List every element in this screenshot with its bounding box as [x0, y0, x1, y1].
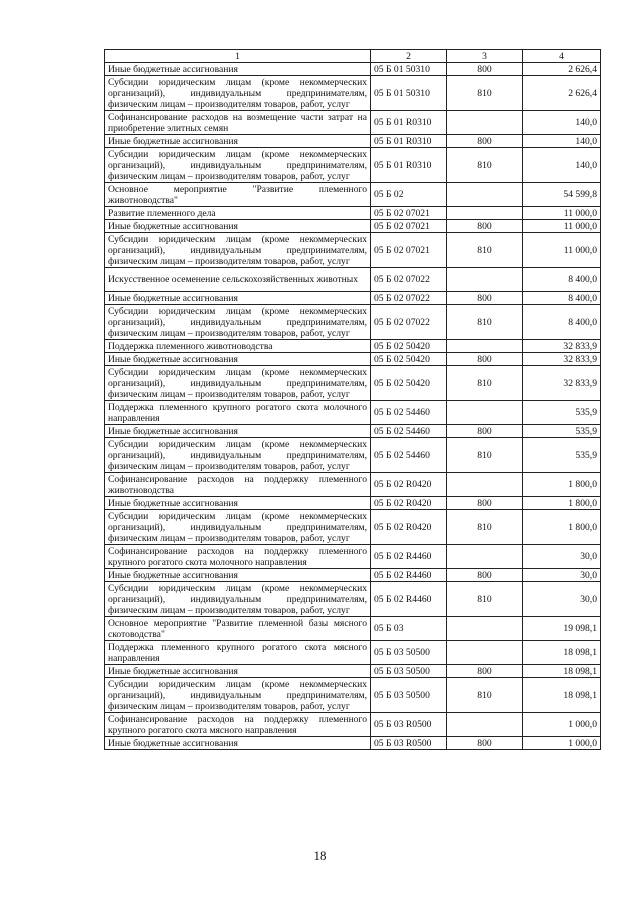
- row-sum-cell: 535,9: [523, 438, 601, 473]
- row-sum-cell: 535,9: [523, 401, 601, 425]
- row-name-cell: Субсидии юридическим лицам (кроме некоммерческих организаций), индивидуальным предпринимателям, физическим лицам – производителям товаров, работ, услуг: [105, 233, 371, 268]
- row-code-cell: 05 Б 02 R0420: [371, 473, 447, 497]
- table-row: [105, 305, 601, 340]
- budget-table-body: [105, 50, 601, 750]
- row-code-cell: 05 Б 02 07022: [371, 292, 447, 305]
- table-row: [105, 268, 601, 292]
- row-expense-type-cell: [447, 401, 523, 425]
- row-name-cell: Основное мероприятие "Развитие племенного животноводства": [105, 183, 371, 207]
- row-name-cell: Софинансирование расходов на возмещение части затрат на приобретение элитных семян: [105, 111, 371, 135]
- row-code-cell: 05 Б 02 R0420: [371, 497, 447, 510]
- row-expense-type-cell: 800: [447, 497, 523, 510]
- row-sum-cell: 18 098,1: [523, 665, 601, 678]
- row-expense-type-cell: [447, 713, 523, 737]
- row-sum-cell: 140,0: [523, 111, 601, 135]
- row-expense-type-cell: 800: [447, 425, 523, 438]
- row-sum-cell: 1 800,0: [523, 510, 601, 545]
- table-row: [105, 617, 601, 641]
- row-expense-type-cell: [447, 617, 523, 641]
- row-expense-type-cell: 800: [447, 292, 523, 305]
- row-expense-type-cell: [447, 340, 523, 353]
- row-name-cell: Субсидии юридическим лицам (кроме некоммерческих организаций), индивидуальным предпринимателям, физическим лицам – производителям товаров, работ, услуг: [105, 148, 371, 183]
- table-row: [105, 207, 601, 220]
- row-sum-cell: 30,0: [523, 545, 601, 569]
- row-expense-type-cell: 810: [447, 582, 523, 617]
- header-col-3: 3: [447, 50, 523, 63]
- row-sum-cell: 32 833,9: [523, 340, 601, 353]
- table-row: [105, 545, 601, 569]
- row-code-cell: 05 Б 02 54460: [371, 438, 447, 473]
- page-number: 18: [313, 848, 327, 863]
- row-expense-type-cell: 800: [447, 737, 523, 750]
- row-expense-type-cell: [447, 268, 523, 292]
- table-header-row: [105, 50, 601, 63]
- row-code-cell: 05 Б 02 R4460: [371, 582, 447, 617]
- row-sum-cell: 2 626,4: [523, 63, 601, 76]
- row-sum-cell: 18 098,1: [523, 641, 601, 665]
- row-sum-cell: 8 400,0: [523, 292, 601, 305]
- row-expense-type-cell: 810: [447, 305, 523, 340]
- row-name-cell: Искусственное осеменение сельскохозяйственных животных: [105, 268, 371, 292]
- row-code-cell: 05 Б 02 07021: [371, 207, 447, 220]
- table-row: [105, 737, 601, 750]
- row-code-cell: 05 Б 03 50500: [371, 641, 447, 665]
- row-code-cell: 05 Б 01 R0310: [371, 135, 447, 148]
- table-row: [105, 665, 601, 678]
- table-row: [105, 366, 601, 401]
- row-code-cell: 05 Б 02 R4460: [371, 569, 447, 582]
- row-expense-type-cell: 810: [447, 76, 523, 111]
- table-row: [105, 135, 601, 148]
- table-row: [105, 76, 601, 111]
- row-sum-cell: 30,0: [523, 582, 601, 617]
- table-row: [105, 497, 601, 510]
- table-row: [105, 713, 601, 737]
- row-code-cell: 05 Б 02 07021: [371, 233, 447, 268]
- row-name-cell: Поддержка племенного животноводства: [105, 340, 371, 353]
- header-col-2: 2: [371, 50, 447, 63]
- row-name-cell: Развитие племенного дела: [105, 207, 371, 220]
- row-name-cell: Иные бюджетные ассигнования: [105, 737, 371, 750]
- row-code-cell: 05 Б 02 R4460: [371, 545, 447, 569]
- row-sum-cell: 535,9: [523, 425, 601, 438]
- row-code-cell: 05 Б 03 R0500: [371, 713, 447, 737]
- row-expense-type-cell: [447, 207, 523, 220]
- row-expense-type-cell: 810: [447, 148, 523, 183]
- table-row: [105, 401, 601, 425]
- row-expense-type-cell: [447, 641, 523, 665]
- row-code-cell: 05 Б 02 R0420: [371, 510, 447, 545]
- row-code-cell: 05 Б 03 R0500: [371, 737, 447, 750]
- row-name-cell: Субсидии юридическим лицам (кроме некоммерческих организаций), индивидуальным предпринимателям, физическим лицам – производителям товаров, работ, услуг: [105, 76, 371, 111]
- table-row: [105, 220, 601, 233]
- row-expense-type-cell: 800: [447, 63, 523, 76]
- row-expense-type-cell: 810: [447, 678, 523, 713]
- row-code-cell: 05 Б 02 50420: [371, 340, 447, 353]
- row-name-cell: Иные бюджетные ассигнования: [105, 569, 371, 582]
- row-expense-type-cell: 800: [447, 220, 523, 233]
- row-name-cell: Иные бюджетные ассигнования: [105, 135, 371, 148]
- table-row: [105, 510, 601, 545]
- row-sum-cell: 8 400,0: [523, 268, 601, 292]
- row-code-cell: 05 Б 02 07022: [371, 268, 447, 292]
- row-name-cell: Софинансирование расходов на поддержку племенного крупного рогатого скота мясного направления: [105, 713, 371, 737]
- row-code-cell: 05 Б 03 50500: [371, 678, 447, 713]
- row-sum-cell: 11 000,0: [523, 207, 601, 220]
- table-row: [105, 111, 601, 135]
- row-name-cell: Основное мероприятие "Развитие племенной базы мясного скотоводства": [105, 617, 371, 641]
- row-code-cell: 05 Б 01 R0310: [371, 148, 447, 183]
- row-expense-type-cell: 810: [447, 510, 523, 545]
- row-sum-cell: 11 000,0: [523, 220, 601, 233]
- table-row: [105, 340, 601, 353]
- row-expense-type-cell: 810: [447, 366, 523, 401]
- table-row: [105, 569, 601, 582]
- row-name-cell: Иные бюджетные ассигнования: [105, 220, 371, 233]
- table-row: [105, 678, 601, 713]
- row-sum-cell: 18 098,1: [523, 678, 601, 713]
- row-sum-cell: 2 626,4: [523, 76, 601, 111]
- row-expense-type-cell: 810: [447, 233, 523, 268]
- table-row: [105, 233, 601, 268]
- row-code-cell: 05 Б 02 54460: [371, 401, 447, 425]
- row-name-cell: Иные бюджетные ассигнования: [105, 665, 371, 678]
- row-name-cell: Иные бюджетные ассигнования: [105, 497, 371, 510]
- row-name-cell: Субсидии юридическим лицам (кроме некоммерческих организаций), индивидуальным предпринимателям, физическим лицам – производителям товаров, работ, услуг: [105, 366, 371, 401]
- row-sum-cell: 8 400,0: [523, 305, 601, 340]
- header-col-4: 4: [523, 50, 601, 63]
- row-code-cell: 05 Б 03 50500: [371, 665, 447, 678]
- table-row: [105, 63, 601, 76]
- row-expense-type-cell: 800: [447, 135, 523, 148]
- row-expense-type-cell: 800: [447, 665, 523, 678]
- row-code-cell: 05 Б 01 R0310: [371, 111, 447, 135]
- row-code-cell: 05 Б 02 54460: [371, 425, 447, 438]
- row-name-cell: Поддержка племенного крупного рогатого скота мясного направления: [105, 641, 371, 665]
- row-name-cell: Софинансирование расходов на поддержку племенного животноводства: [105, 473, 371, 497]
- table-row: [105, 582, 601, 617]
- table-row: [105, 425, 601, 438]
- table-row: [105, 183, 601, 207]
- row-sum-cell: 140,0: [523, 135, 601, 148]
- table-row: [105, 641, 601, 665]
- row-name-cell: Субсидии юридическим лицам (кроме некоммерческих организаций), индивидуальным предпринимателям, физическим лицам – производителям товаров, работ, услуг: [105, 582, 371, 617]
- row-name-cell: Субсидии юридическим лицам (кроме некоммерческих организаций), индивидуальным предпринимателям, физическим лицам – производителям товаров, работ, услуг: [105, 438, 371, 473]
- row-expense-type-cell: 800: [447, 353, 523, 366]
- row-expense-type-cell: 810: [447, 438, 523, 473]
- table-row: [105, 438, 601, 473]
- row-code-cell: 05 Б 02: [371, 183, 447, 207]
- table-row: [105, 353, 601, 366]
- row-name-cell: Субсидии юридическим лицам (кроме некоммерческих организаций), индивидуальным предпринимателям, физическим лицам – производителям товаров, работ, услуг: [105, 510, 371, 545]
- row-name-cell: Иные бюджетные ассигнования: [105, 292, 371, 305]
- row-name-cell: Софинансирование расходов на поддержку племенного крупного рогатого скота молочного направления: [105, 545, 371, 569]
- row-code-cell: 05 Б 03: [371, 617, 447, 641]
- row-sum-cell: 11 000,0: [523, 233, 601, 268]
- row-expense-type-cell: [447, 183, 523, 207]
- row-sum-cell: 32 833,9: [523, 353, 601, 366]
- row-name-cell: Субсидии юридическим лицам (кроме некоммерческих организаций), индивидуальным предпринимателям, физическим лицам – производителям товаров, работ, услуг: [105, 678, 371, 713]
- header-col-1: 1: [105, 50, 371, 63]
- row-code-cell: 05 Б 02 07021: [371, 220, 447, 233]
- row-expense-type-cell: [447, 111, 523, 135]
- row-expense-type-cell: [447, 545, 523, 569]
- row-code-cell: 05 Б 02 50420: [371, 353, 447, 366]
- row-name-cell: Иные бюджетные ассигнования: [105, 425, 371, 438]
- row-sum-cell: 32 833,9: [523, 366, 601, 401]
- table-row: [105, 473, 601, 497]
- row-sum-cell: 54 599,8: [523, 183, 601, 207]
- row-name-cell: Поддержка племенного крупного рогатого скота молочного направления: [105, 401, 371, 425]
- row-name-cell: Иные бюджетные ассигнования: [105, 63, 371, 76]
- row-code-cell: 05 Б 02 07022: [371, 305, 447, 340]
- row-code-cell: 05 Б 01 50310: [371, 63, 447, 76]
- row-sum-cell: 1 800,0: [523, 473, 601, 497]
- table-row: [105, 148, 601, 183]
- row-sum-cell: 30,0: [523, 569, 601, 582]
- row-name-cell: Иные бюджетные ассигнования: [105, 353, 371, 366]
- row-sum-cell: 1 000,0: [523, 737, 601, 750]
- budget-table: [104, 49, 601, 750]
- row-expense-type-cell: [447, 473, 523, 497]
- row-expense-type-cell: 800: [447, 569, 523, 582]
- row-sum-cell: 19 098,1: [523, 617, 601, 641]
- row-sum-cell: 140,0: [523, 148, 601, 183]
- row-code-cell: 05 Б 02 50420: [371, 366, 447, 401]
- row-sum-cell: 1 000,0: [523, 713, 601, 737]
- row-sum-cell: 1 800,0: [523, 497, 601, 510]
- table-row: [105, 292, 601, 305]
- row-name-cell: Субсидии юридическим лицам (кроме некоммерческих организаций), индивидуальным предпринимателям, физическим лицам – производителям товаров, работ, услуг: [105, 305, 371, 340]
- row-code-cell: 05 Б 01 50310: [371, 76, 447, 111]
